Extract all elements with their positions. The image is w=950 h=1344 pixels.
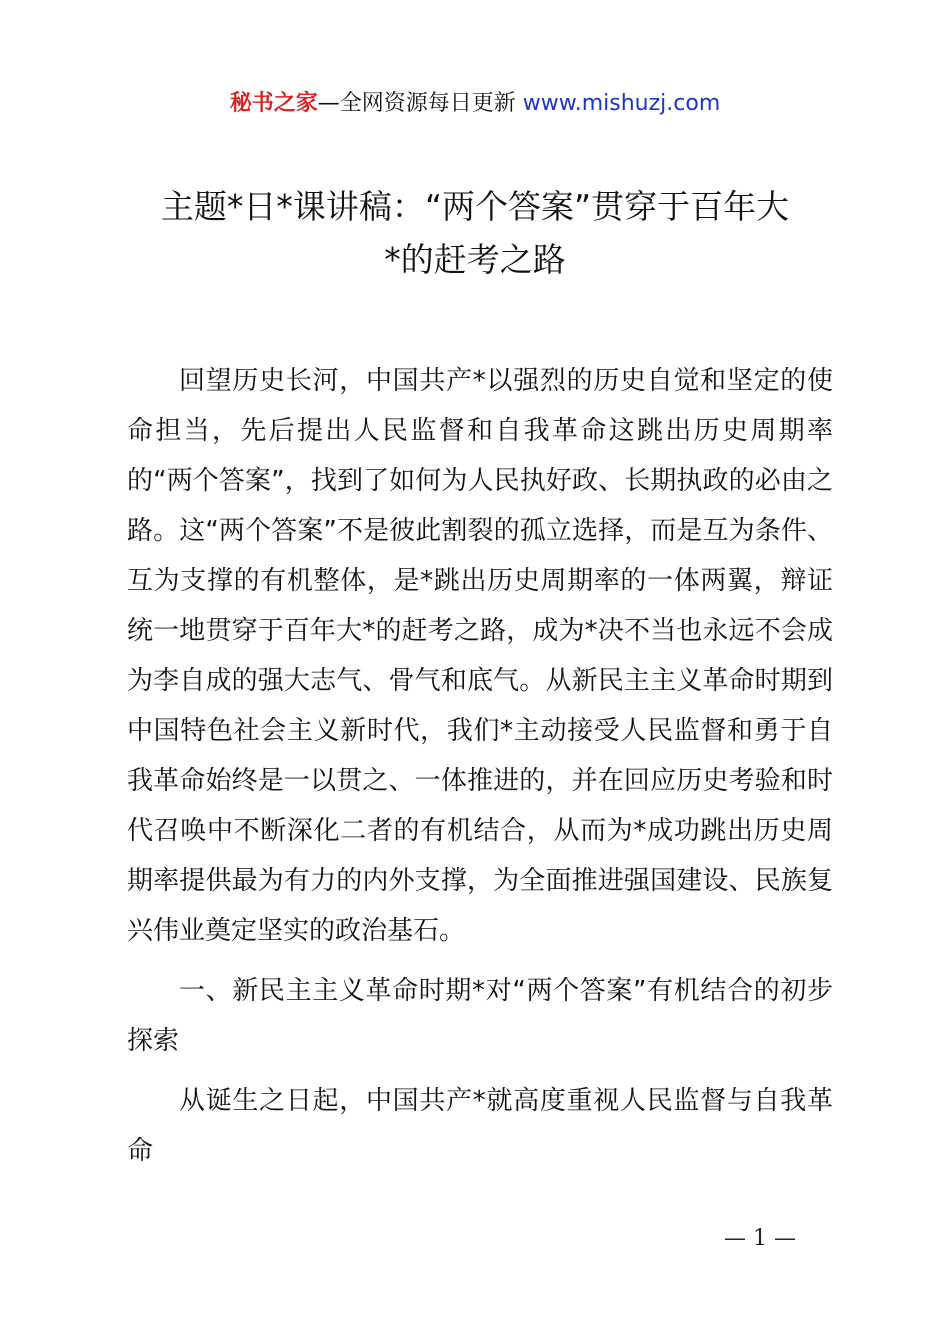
site-banner <box>0 88 950 120</box>
section-heading-1: 一、新民主主义革命时期*对“两个答案”有机结合的初步探索 <box>127 976 833 1056</box>
document-body <box>127 356 833 1176</box>
body-paragraph-2: 从诞生之日起，中国共产*就高度重视人民监督与自我革命 <box>127 1086 833 1166</box>
banner-tagline: —全网资源每日更新 <box>317 91 523 116</box>
title-line-1: 主题*日*课讲稿：“两个答案”贯穿于百年大 <box>160 187 790 226</box>
title-line-2: *的赶考之路 <box>384 240 566 279</box>
document-title <box>100 180 850 286</box>
page-number: — 1 — <box>724 1226 796 1251</box>
brand-name: 秘书之家 <box>229 91 318 116</box>
body-paragraph-1: 回望历史长河，中国共产*以强烈的历史自觉和坚定的使命担当，先后提出人民监督和自我革命这跳出历史周期率的“两个答案”，找到了如何为人民执好政、长期执政的必由之路。这“两个答案”不是彼此割裂的孤立选择，而是互为条件、互为支撑的有机整体，是*跳出历史周期率的一体两翼，辩证统一地贯穿于百年大*的赶考之路，成为*决不当也永远不会成为李自成的强大志气、骨气和底气。从新民主主义革命时期到中国特色社会主义新时代，我们*主动接受人民监督和勇于自我革命始终是一以贯之、一体推进的，并在回应历史考验和时代召唤中不断深化二者的有机结合，从而为*成功跳出历史周期率提供最为有力的内外支撑，为全面推进强国建设、民族复兴伟业奠定坚实的政治基石。 <box>127 366 833 946</box>
site-url-link[interactable]: www.mishuzj.com <box>522 91 721 116</box>
